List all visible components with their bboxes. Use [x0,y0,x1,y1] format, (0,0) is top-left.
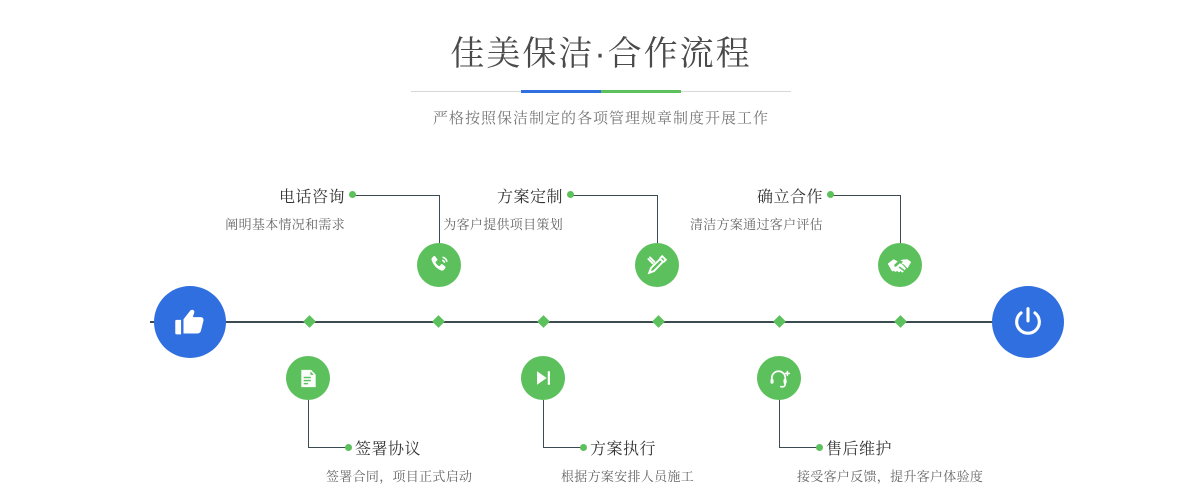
document-edit-icon [297,367,320,390]
step-desc-establish-cooperation: 清洁方案通过客户评估 [689,217,823,232]
connector-line [543,447,583,448]
divider-segment-blue [521,90,601,93]
play-next-icon [532,367,554,389]
step-desc-phone-consult: 阐明基本情况和需求 [225,217,345,232]
connector-line [779,400,780,448]
title-divider [411,90,791,93]
headset-support-icon [768,367,791,390]
connector-dot [567,191,574,198]
connector-line [308,447,348,448]
step-icon-establish-cooperation [878,243,922,287]
connector-dot [345,444,352,451]
step-desc-plan-custom: 为客户提供项目策划 [443,217,563,232]
step-icon-phone-consult [417,243,461,287]
axis-node-marker [773,315,786,328]
page-subtitle: 严格按照保洁制定的各项管理规章制度开展工作 [432,110,769,127]
axis-node-marker [652,315,665,328]
step-title-phone-consult: 电话咨询 [278,189,345,206]
timeline-start-marker [154,286,226,358]
connector-line [779,447,819,448]
step-icon-plan-custom [635,243,679,287]
page-title: 佳美保洁·合作流程 [450,35,752,73]
header [0,30,1202,128]
thumbs-up-icon [173,305,207,339]
axis-node-marker [303,315,316,328]
connector-line [900,195,901,243]
connector-dot [816,444,823,451]
step-desc-plan-execute: 根据方案安排人员施工 [561,469,695,484]
connector-line [543,400,544,448]
connector-dot [827,191,834,198]
step-icon-plan-execute [521,356,565,400]
timeline-end-marker [992,286,1064,358]
step-title-establish-cooperation: 确立合作 [756,189,823,206]
pen-tools-icon [645,253,669,277]
step-title-after-sales: 售后维护 [826,441,893,458]
axis-node-marker [894,315,907,328]
step-desc-sign-agreement: 签署合同，项目正式启动 [326,469,473,484]
connector-dot [580,444,587,451]
power-icon [1011,305,1045,339]
divider-segment-green [601,90,681,93]
axis-node-marker [537,315,550,328]
connector-line [308,400,309,448]
step-icon-after-sales [757,356,801,400]
step-icon-sign-agreement [286,356,330,400]
step-title-sign-agreement: 签署协议 [355,441,422,458]
step-desc-after-sales: 接受客户反馈，提升客户体验度 [797,469,984,484]
connector-line [830,195,900,196]
handshake-icon [888,253,913,278]
timeline-axis [150,321,1050,323]
step-title-plan-custom: 方案定制 [496,189,563,206]
process-timeline [0,150,1202,502]
connector-dot [349,191,356,198]
step-title-plan-execute: 方案执行 [590,441,657,458]
phone-call-icon [427,253,451,277]
connector-line [570,195,657,196]
axis-node-marker [432,315,445,328]
